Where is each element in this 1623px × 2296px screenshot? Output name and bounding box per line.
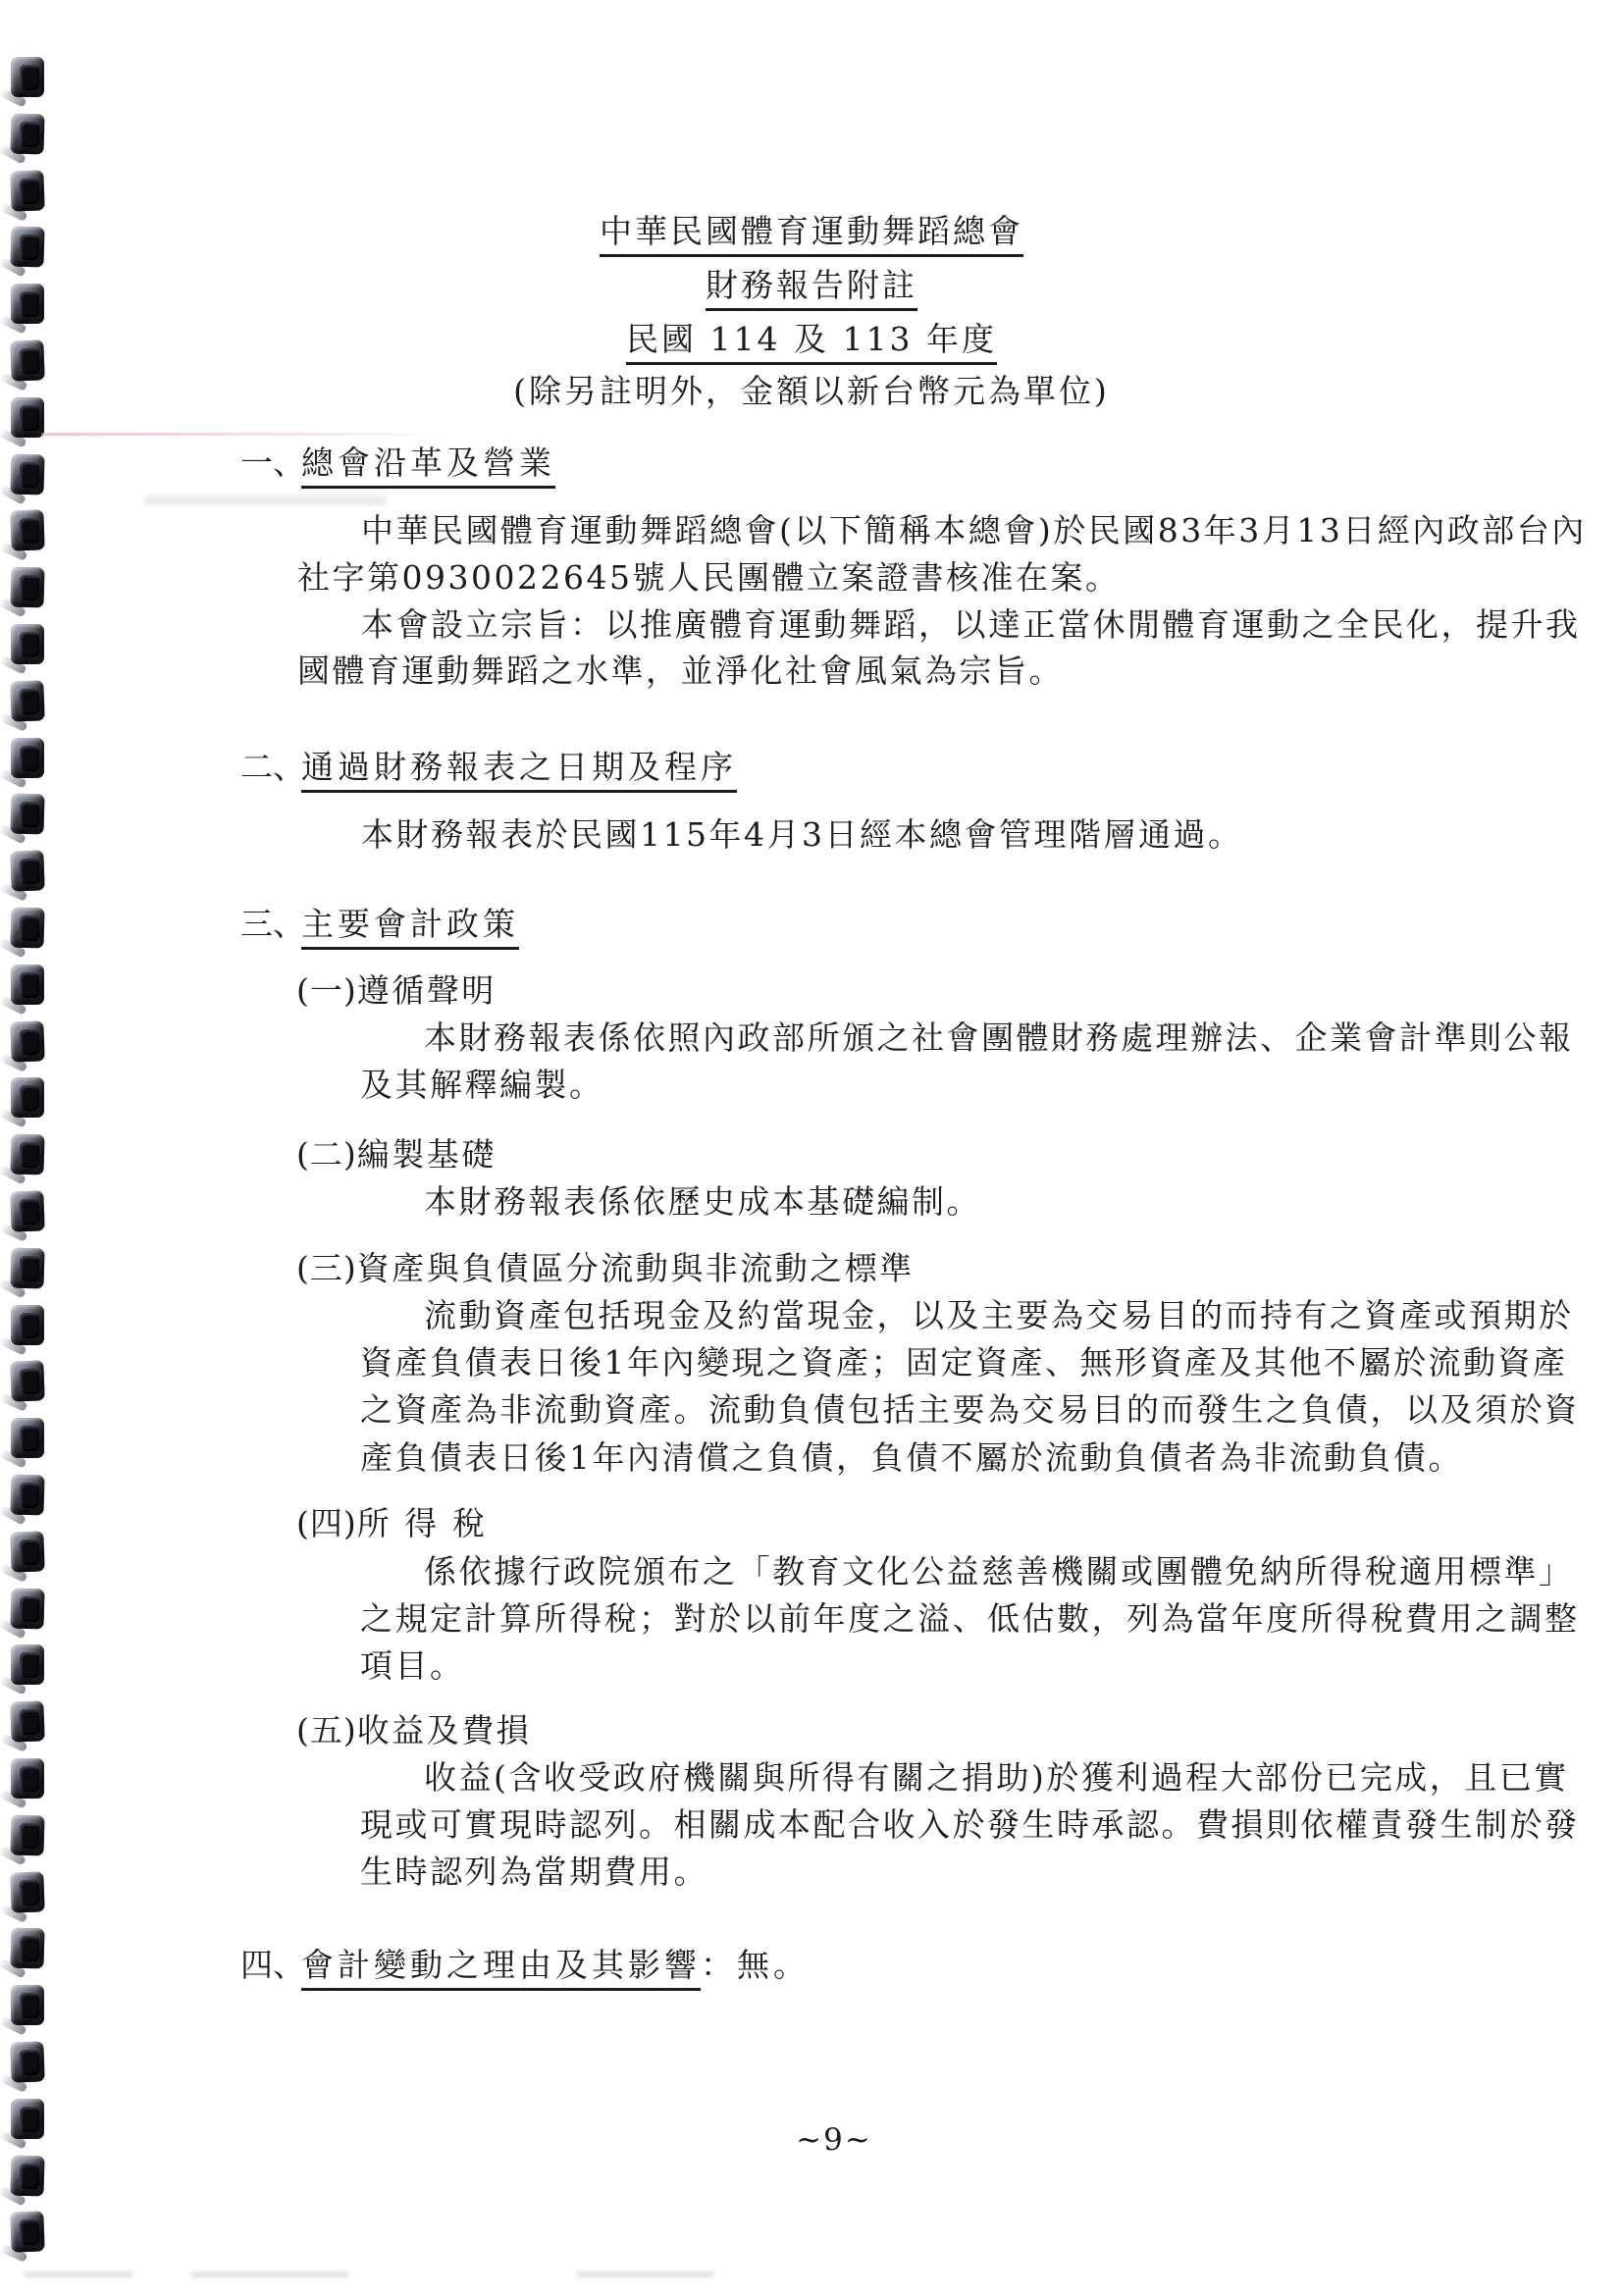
subsection-3-5-title: 收益及費損	[356, 1711, 532, 1749]
subsection-3-3-line-1: 流動資產包括現金及約當現金，以及主要為交易目的而持有之資產或預期於	[424, 1296, 1574, 1334]
binding-hole-icon	[10, 2155, 44, 2196]
binding-hole-icon	[10, 1475, 44, 1516]
section-1-para-2-line-1: 本會設立宗旨：以推廣體育運動舞蹈，以達正當休閒體育運動之全民化，提升我	[361, 605, 1581, 644]
page-number: ~9~	[796, 2122, 872, 2158]
binding-hole-icon	[11, 1077, 44, 1118]
title-currency-note: (除另註明外，金額以新台幣元為單位)	[513, 372, 1110, 410]
binding-hole-icon	[10, 908, 44, 949]
section-3-heading-line	[240, 905, 519, 944]
subsection-3-2-title: 編製基礎	[356, 1135, 497, 1174]
binding-hole-icon	[11, 1985, 44, 2025]
subsection-3-3-title: 資產與負債區分流動與非流動之標準	[356, 1249, 915, 1287]
section-1-heading: 總會沿革及營業	[301, 444, 555, 489]
section-4-heading-line	[240, 1946, 810, 1985]
subsection-3-4-line-1: 係依據行政院頒布之「教育文化公益慈善機關或團體免納所得稅適用標準」	[424, 1552, 1574, 1591]
binding-hole-icon	[11, 738, 44, 778]
scan-artifact-gray-band	[145, 496, 386, 505]
section-3-marker: 三、	[240, 905, 305, 943]
binding-hole-icon	[10, 453, 44, 495]
section-1-para-1-line-1: 中華民國體育運動舞蹈總會(以下簡稱本總會)於民國83年3月13日經內政部台內	[361, 511, 1587, 549]
title-line-2	[0, 266, 1623, 305]
subsection-3-1-line-1: 本財務報表係依照內政部所頒之社會團體財務處理辦法、企業會計準則公報	[424, 1018, 1574, 1057]
subsection-3-4-title: 所 得 稅	[356, 1504, 488, 1542]
title-fiscal-years: 民國 114 及 113 年度	[626, 320, 997, 365]
binding-hole-icon	[10, 1588, 44, 1629]
binding-hole-icon	[11, 2099, 44, 2139]
section-4-heading-suffix: ：無。	[701, 1946, 810, 1984]
binding-hole-icon	[10, 1928, 44, 1969]
section-2-marker: 二、	[240, 748, 305, 786]
binding-hole-icon	[10, 1361, 44, 1402]
section-2-heading-line	[240, 748, 737, 787]
title-line-3	[0, 320, 1623, 359]
binding-hole-icon	[10, 510, 44, 551]
scan-artifact-pink-line	[41, 433, 463, 436]
section-1-para-1-line-2: 社字第0930022645號人民團體立案證書核准在案。	[297, 558, 1121, 597]
subsection-3-1-title-line	[296, 971, 497, 1011]
subsection-3-2-line-1: 本財務報表係依歷史成本基礎編制。	[424, 1182, 981, 1221]
binding-hole-icon	[10, 680, 44, 721]
section-1-heading-line	[240, 444, 555, 483]
binding-hole-icon	[10, 2041, 44, 2082]
section-2-para-1-line-1: 本財務報表於民國115年4月3日經本總會管理階層通過。	[361, 815, 1243, 854]
binding-hole-icon	[10, 1531, 44, 1572]
binding-hole-icon	[10, 1190, 44, 1231]
binding-hole-icon	[10, 794, 44, 835]
scan-artifact-smudge	[191, 2271, 348, 2277]
binding-hole-icon	[10, 1871, 44, 1912]
subsection-3-3-line-2: 資產負債表日後1年內變現之資產；固定資產、無形資產及其他不屬於流動資產	[360, 1343, 1568, 1382]
subsection-3-4-line-3: 項目。	[360, 1646, 465, 1685]
binding-hole-icon	[10, 170, 44, 211]
binding-hole-icon	[11, 965, 44, 1005]
subsection-3-5-title-line	[296, 1711, 531, 1750]
subsection-3-4-line-2: 之規定計算所得稅；對於以前年度之溢、低估數，列為當年度所得稅費用之調整	[360, 1599, 1580, 1638]
binding-hole-icon	[10, 1701, 44, 1743]
subsection-3-5-label: (五)	[296, 1711, 357, 1749]
subsection-3-3-line-3: 之資產為非流動資產。流動負債包括主要為交易目的而發生之負債，以及須於資	[360, 1390, 1580, 1429]
subsection-3-2-label: (二)	[296, 1135, 357, 1174]
subsection-3-4-label: (四)	[296, 1504, 357, 1542]
binding-hole-icon	[11, 624, 44, 664]
section-3-heading: 主要會計政策	[301, 905, 519, 950]
binding-hole-icon	[10, 851, 44, 892]
binding-hole-icon	[10, 567, 44, 608]
binding-hole-icon	[10, 1020, 44, 1062]
section-2-heading: 通過財務報表之日期及程序	[301, 748, 737, 793]
section-1-marker: 一、	[240, 444, 305, 482]
subsection-3-1-label: (一)	[296, 971, 357, 1010]
subsection-3-5-line-1: 收益(含收受政府機關與所得有關之捐助)於獲利過程大部份已完成，且已實	[424, 1758, 1569, 1797]
subsection-3-1-line-2: 及其解釋編製。	[360, 1066, 604, 1104]
binding-hole-icon	[11, 57, 44, 97]
binding-hole-icon	[11, 1305, 44, 1345]
binding-hole-icon	[11, 1758, 44, 1799]
section-1-para-2-line-2: 國體育運動舞蹈之水準，並淨化社會風氣為宗旨。	[297, 652, 1064, 690]
title-line-4	[0, 372, 1623, 411]
scan-artifact-smudge	[577, 2271, 714, 2277]
section-4-heading: 會計變動之理由及其影響	[301, 1946, 701, 1991]
binding-hole-icon	[10, 113, 44, 154]
binding-hole-icon	[11, 1418, 44, 1458]
subsection-3-3-line-4: 產負債表日後1年內清償之負債，負債不屬於流動負債者為非流動負債。	[360, 1438, 1463, 1477]
binding-hole-icon	[10, 1134, 44, 1175]
section-4-marker: 四、	[240, 1946, 305, 1984]
title-org-name: 中華民國體育運動舞蹈總會	[600, 212, 1023, 257]
subsection-3-3-title-line	[296, 1249, 915, 1288]
subsection-3-5-line-3: 生時認列為當期費用。	[360, 1852, 708, 1891]
subsection-3-4-title-line	[296, 1504, 487, 1543]
subsection-3-3-label: (三)	[296, 1249, 357, 1287]
subsection-3-5-line-2: 現或可實現時認列。相關成本配合收入於發生時承認。費損則依權責發生制於發	[360, 1805, 1580, 1844]
binding-hole-icon	[10, 1814, 44, 1855]
binding-hole-icon	[10, 2212, 44, 2253]
subsection-3-2-title-line	[296, 1135, 497, 1174]
subsection-3-1-title: 遵循聲明	[356, 971, 497, 1010]
binding-hole-icon	[10, 1247, 44, 1288]
binding-hole-icon	[11, 1644, 44, 1685]
title-report-name: 財務報告附註	[706, 266, 917, 311]
title-line-1	[0, 212, 1623, 251]
